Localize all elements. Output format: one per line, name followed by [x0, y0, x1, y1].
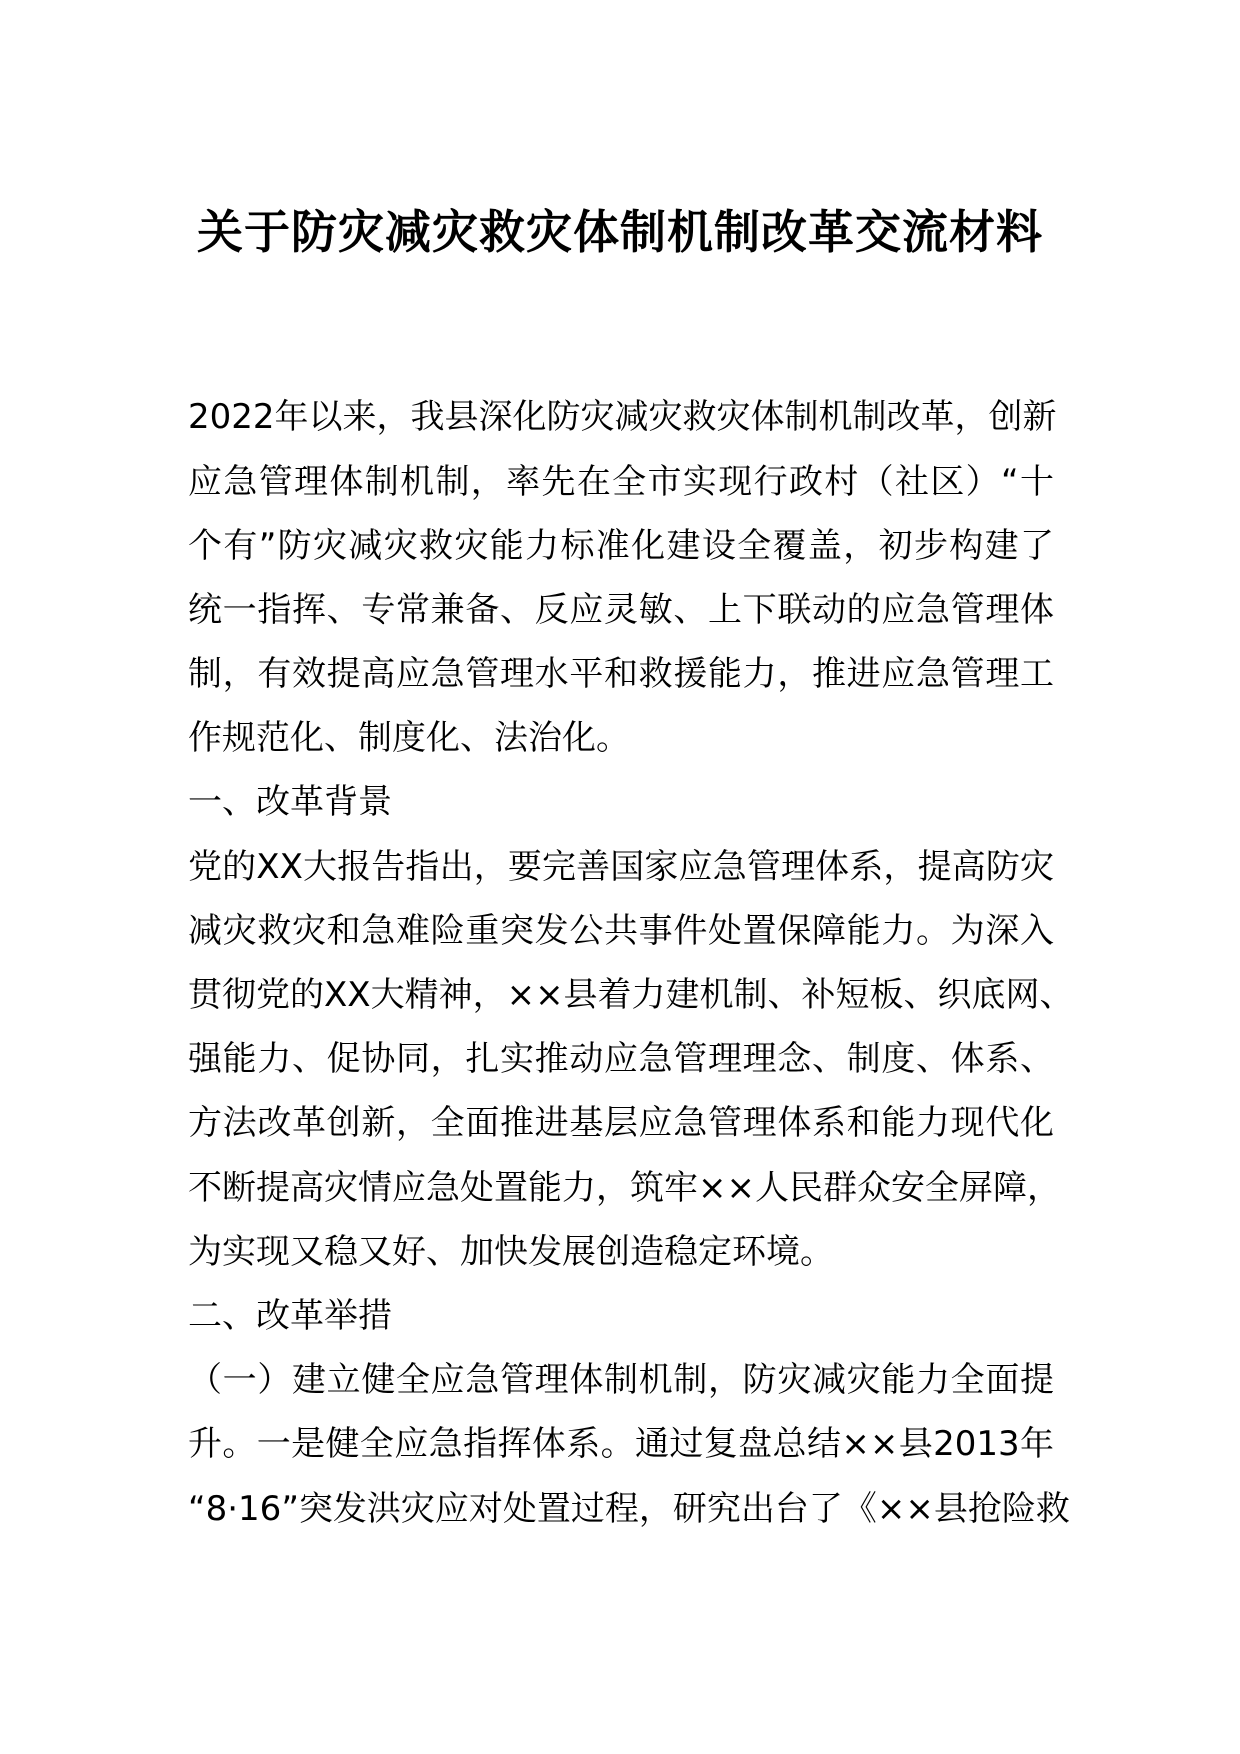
body-line: 党的XX大报告指出，要完善国家应急管理体系，提高防灾 [188, 847, 1054, 887]
body-line: 2022年以来，我县深化防灾减灾救灾体制机制改革，创新 [188, 397, 1057, 437]
section-heading: 一、改革背景 [188, 782, 392, 822]
body-line: （一）建立健全应急管理体制机制，防灾减灾能力全面提 [188, 1360, 1054, 1400]
section-heading: 二、改革举措 [188, 1296, 392, 1336]
body-line: 方法改革创新，全面推进基层应急管理体系和能力现代化 [188, 1103, 1054, 1143]
body-line: 为实现又稳又好、加快发展创造稳定环境。 [188, 1232, 834, 1272]
body-line: 应急管理体制机制，率先在全市实现行政村（社区）“十 [188, 462, 1054, 502]
body-line: 减灾救灾和急难险重突发公共事件处置保障能力。为深入 [188, 911, 1054, 951]
body-line: 个有”防灾减灾救灾能力标准化建设全覆盖，初步构建了 [188, 526, 1054, 566]
body-line: 作规范化、制度化、法治化。 [188, 718, 630, 758]
body-line: 贯彻党的XX大精神，××县着力建机制、补短板、织底网、 [188, 975, 1074, 1015]
body-line: 制，有效提高应急管理水平和救援能力，推进应急管理工 [188, 654, 1054, 694]
body-line: 统一指挥、专常兼备、反应灵敏、上下联动的应急管理体 [188, 590, 1054, 630]
document-title: 关于防灾减灾救灾体制机制改革交流材料 [197, 205, 1043, 259]
body-line: 升。一是健全应急指挥体系。通过复盘总结××县2013年 [188, 1424, 1054, 1464]
body-line: 强能力、促协同，扎实推动应急管理理念、制度、体系、 [188, 1039, 1054, 1079]
body-line: 不断提高灾情应急处置能力，筑牢××人民群众安全屏障， [188, 1168, 1061, 1208]
body-line: “8·16”突发洪灾应对处置过程，研究出台了《××县抢险救 [188, 1489, 1070, 1529]
